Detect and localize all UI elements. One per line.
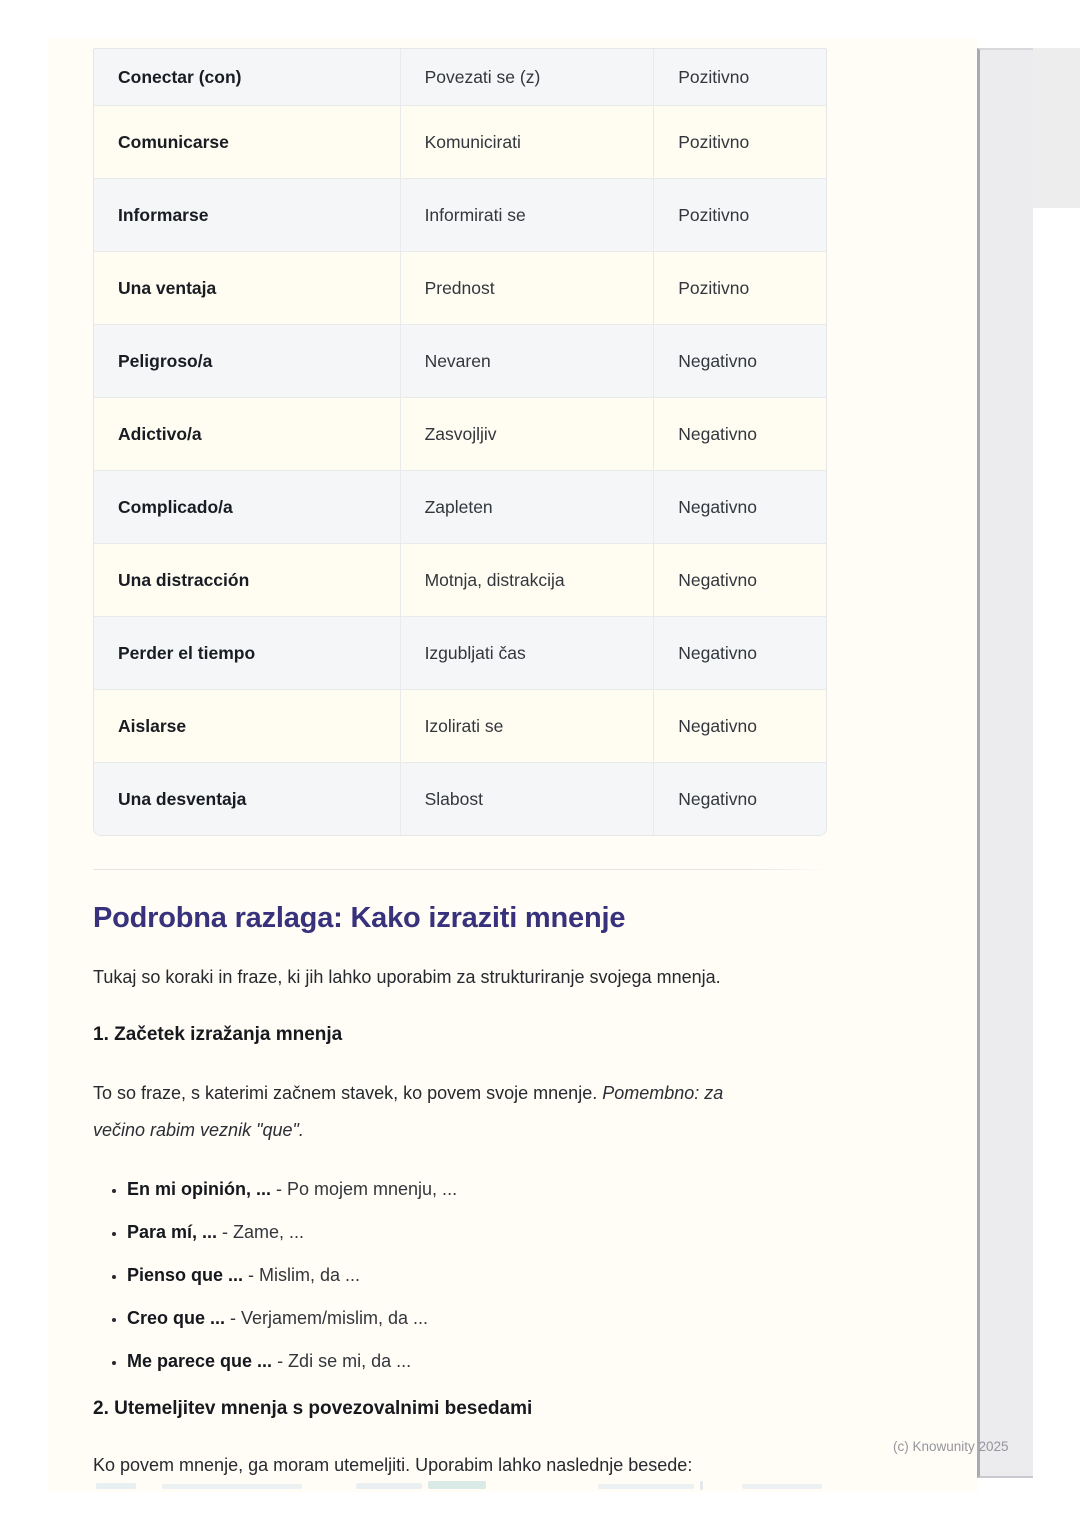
cell-polarity: Negativno [678, 642, 758, 663]
table-row [94, 49, 826, 106]
cell-term-es: Adictivo/a [94, 398, 401, 470]
phrase-es: Me parece que ... [127, 1351, 273, 1371]
section-divider [93, 869, 828, 870]
cell-term-sl: Prednost [401, 252, 655, 324]
corner-gray-block [1033, 48, 1080, 208]
table-row [94, 252, 826, 325]
cell-term-es: Comunicarse [94, 106, 401, 178]
phrase-sl: - Po mojem mnenju, ... [271, 1179, 458, 1199]
phrases-list [93, 1175, 933, 1375]
cell-term-es: Una desventaja [94, 763, 401, 835]
cell-polarity: Negativno [678, 569, 758, 590]
cut-off-next-content [356, 1483, 422, 1489]
cell-polarity: Negativno [678, 496, 758, 517]
subheading-2: 2. Utemeljitev mnenja s povezovalnimi besedami [93, 1398, 533, 1419]
cell-term-sl: Motnja, distrakcija [401, 544, 655, 616]
cell-polarity: Pozitivno [678, 277, 750, 298]
cell-term-sl: Informirati se [401, 179, 655, 251]
table-row [94, 690, 826, 763]
note-line-2: večino rabim veznik "que". [93, 1120, 304, 1140]
phrase-sl: - Zame, ... [217, 1222, 305, 1242]
document-page [48, 38, 978, 1492]
phrase-es: Para mí, ... [127, 1222, 218, 1242]
cell-term-sl: Nevaren [401, 325, 655, 397]
justify-paragraph: Ko povem mnenje, ga moram utemeljiti. Uporabim lahko naslednje besede: [93, 1455, 693, 1475]
table-row [94, 398, 826, 471]
copyright-watermark: (c) Knowunity 2025 [893, 1439, 1009, 1454]
phrase-es: En mi opinión, ... [127, 1179, 271, 1199]
table-row [94, 179, 826, 252]
cell-term-es: Complicado/a [94, 471, 401, 543]
cut-off-next-content [598, 1484, 694, 1489]
phrase-item [127, 1218, 933, 1246]
cell-term-es: Informarse [94, 179, 401, 251]
cell-term-es: Conectar (con) [94, 49, 401, 105]
cell-polarity: Negativno [678, 350, 758, 371]
table-row [94, 471, 826, 544]
table-row [94, 544, 826, 617]
phrase-es: Pienso que ... [127, 1265, 244, 1285]
cell-term-sl: Izolirati se [401, 690, 655, 762]
cell-polarity: Pozitivno [678, 131, 750, 152]
cell-term-es: Aislarse [94, 690, 401, 762]
cell-term-es: Perder el tiempo [94, 617, 401, 689]
cell-polarity: Pozitivno [678, 66, 750, 87]
cell-term-es: Una ventaja [94, 252, 401, 324]
phrases-paragraph [93, 1075, 933, 1149]
cell-term-sl: Izgubljati čas [401, 617, 655, 689]
table-row [94, 763, 826, 835]
cell-polarity: Negativno [678, 715, 758, 736]
cell-polarity: Negativno [678, 423, 758, 444]
cell-polarity: Pozitivno [678, 204, 750, 225]
phrase-sl: - Zdi se mi, da ... [272, 1351, 412, 1371]
cell-polarity: Negativno [678, 788, 758, 809]
cell-term-sl: Komunicirati [401, 106, 655, 178]
cut-off-next-content [162, 1484, 302, 1489]
cut-off-next-content [428, 1481, 486, 1489]
intro-paragraph: Tukaj so koraki in fraze, ki jih lahko uporabim za strukturiranje svojega mnenja. [93, 967, 721, 987]
cell-term-sl: Povezati se (z) [401, 49, 655, 105]
page-edge-strip[interactable] [977, 48, 1033, 1478]
phrase-item [127, 1175, 933, 1203]
page-content [48, 38, 978, 1479]
phrase-item [127, 1261, 933, 1289]
subheading-1: 1. Začetek izražanja mnenja [93, 1024, 343, 1045]
phrase-item [127, 1347, 933, 1375]
note-line-1: Pomembno: za [602, 1083, 724, 1103]
phrase-sl: - Verjamem/mislim, da ... [225, 1308, 429, 1328]
table-row [94, 106, 826, 179]
phrase-sl: - Mislim, da ... [243, 1265, 361, 1285]
table-row [94, 617, 826, 690]
cut-off-next-content [742, 1484, 822, 1489]
phrase-item [127, 1304, 933, 1332]
section-title: Podrobna razlaga: Kako izraziti mnenje [93, 902, 626, 934]
cell-term-es: Peligroso/a [94, 325, 401, 397]
cell-term-sl: Zasvojljiv [401, 398, 655, 470]
cell-term-es: Una distracción [94, 544, 401, 616]
cell-term-sl: Slabost [401, 763, 655, 835]
cut-off-next-content [96, 1483, 136, 1489]
cut-off-next-content [700, 1481, 703, 1490]
phrase-es: Creo que ... [127, 1308, 226, 1328]
table-row [94, 325, 826, 398]
phrases-intro-text: To so fraze, s katerimi začnem stavek, ko povem svoje mnenje. [93, 1083, 603, 1103]
cell-term-sl: Zapleten [401, 471, 655, 543]
vocab-table [93, 48, 827, 836]
